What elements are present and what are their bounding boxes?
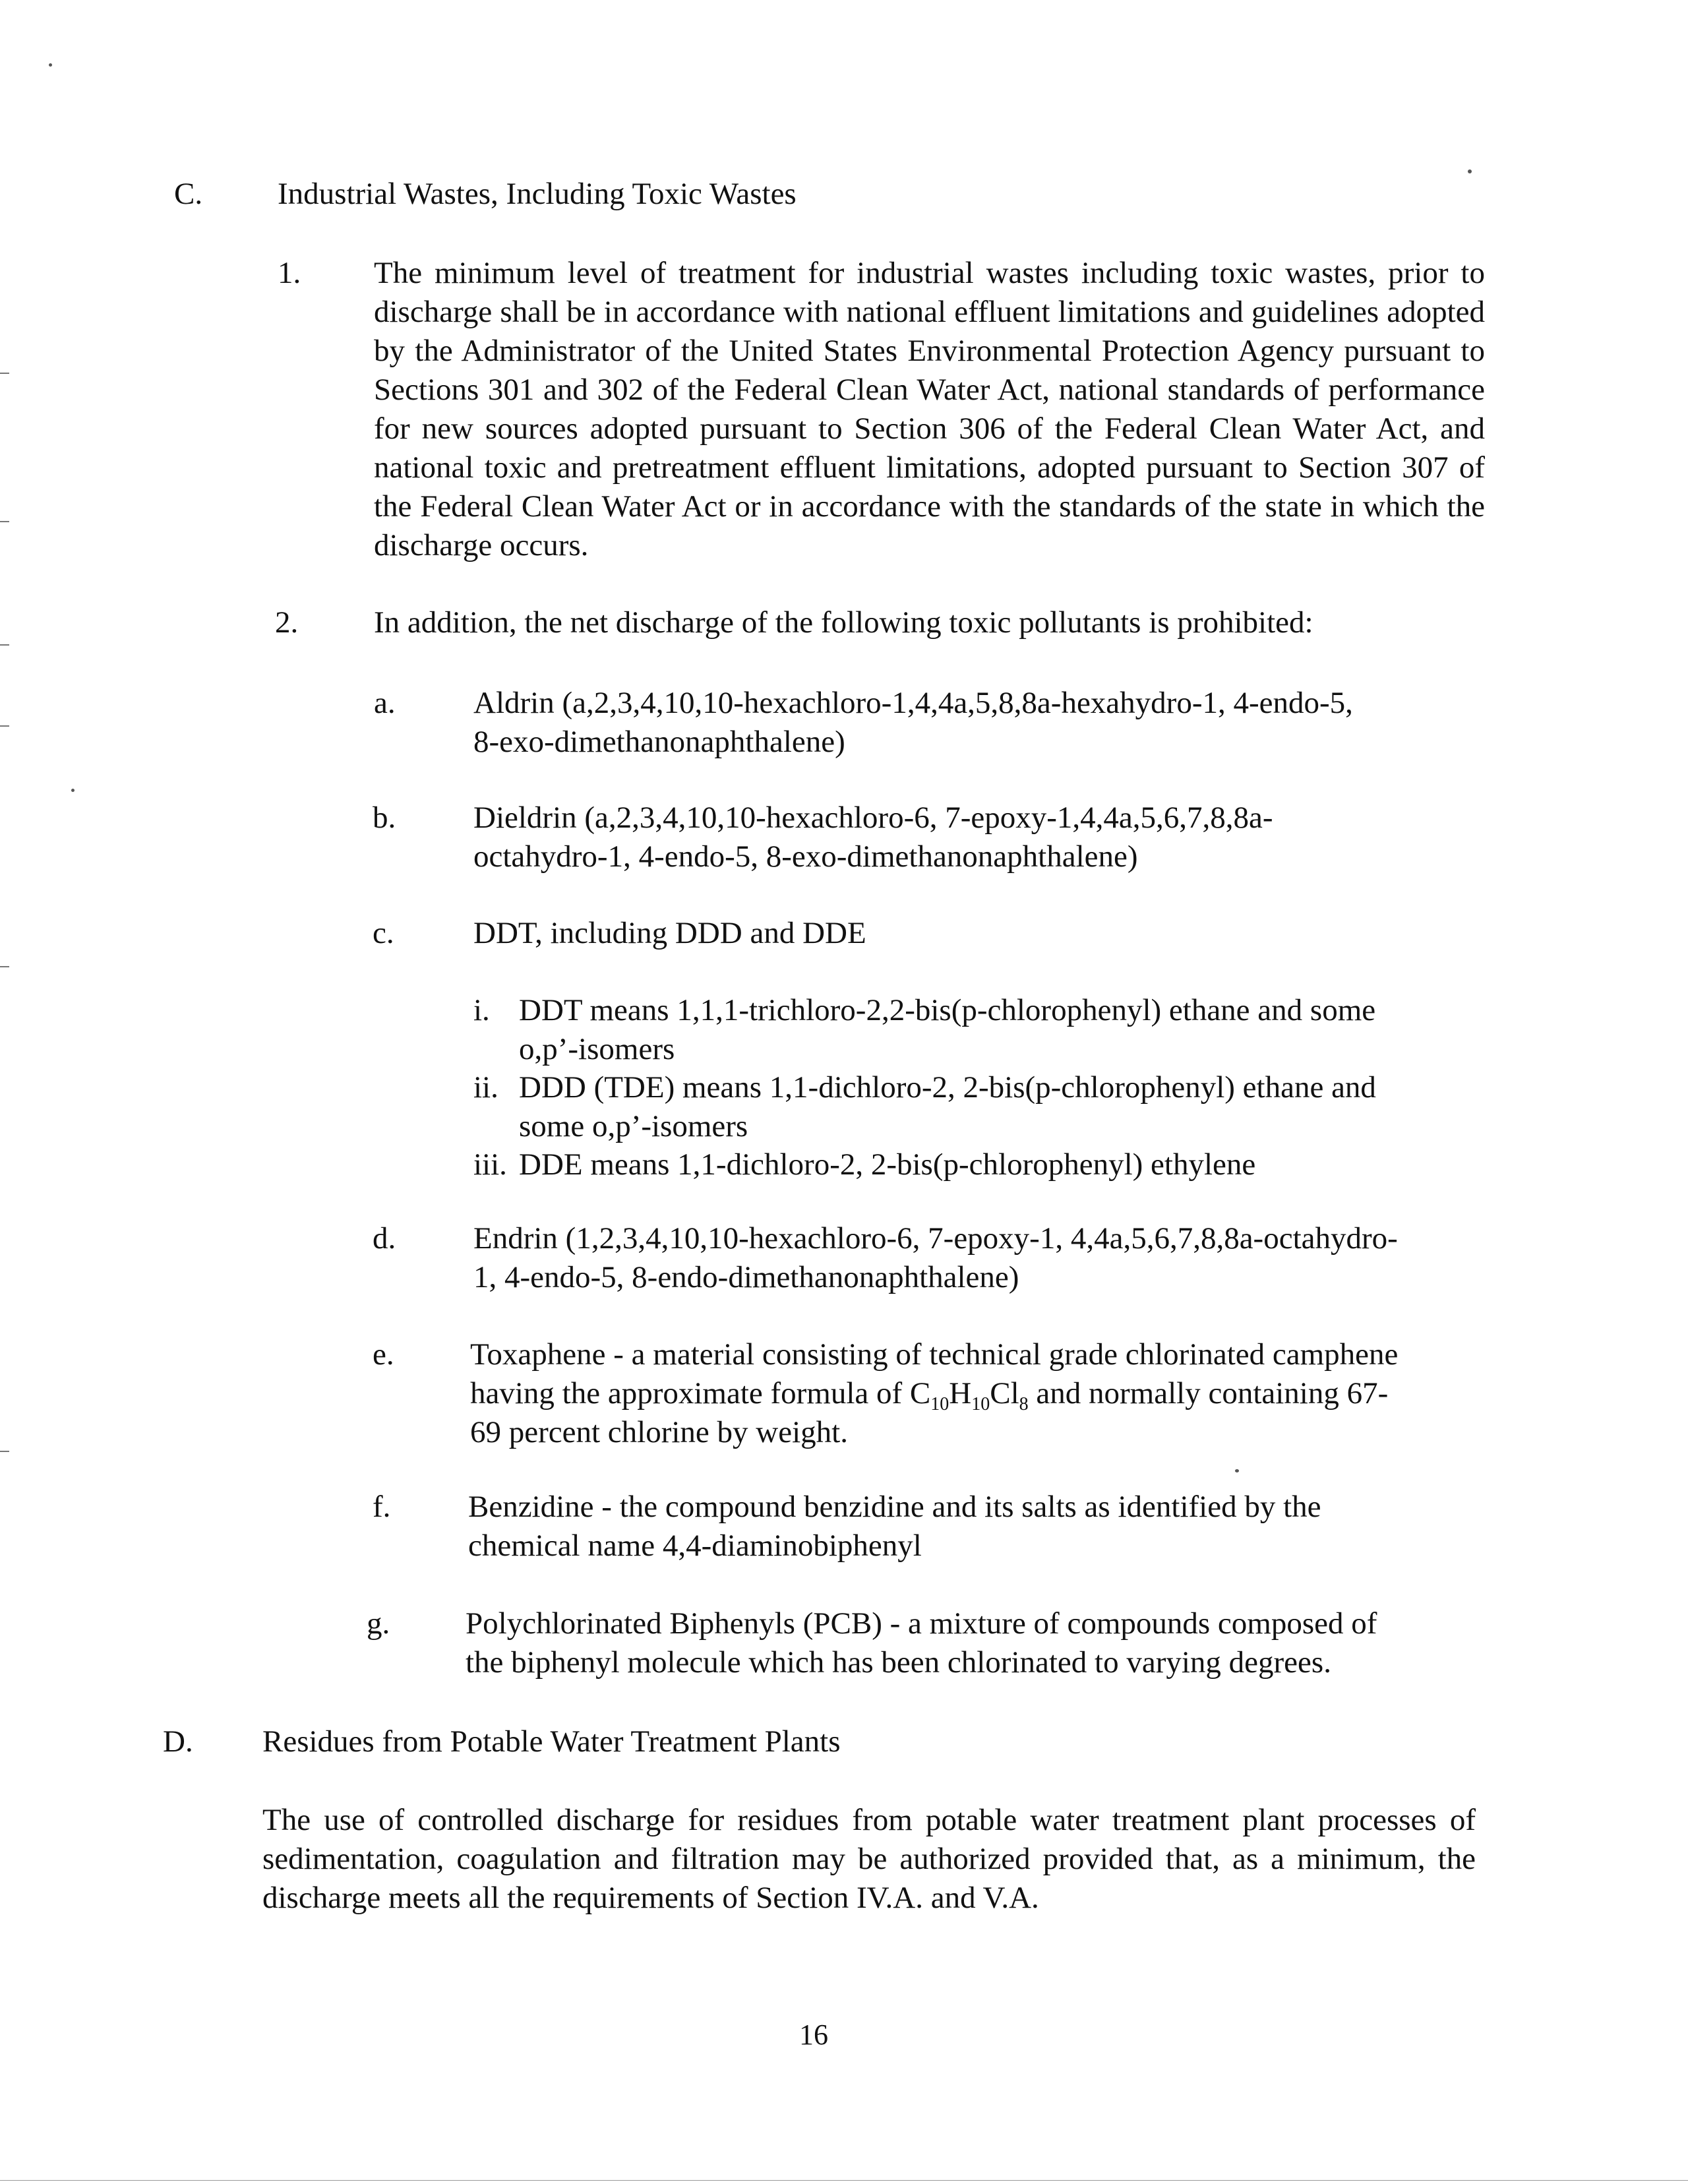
item-e-formula-suffix: and normally containing 67- [1028,1376,1389,1410]
item-f-label: f. [373,1490,391,1524]
item-e-line-1: Toxaphene - a material consisting of technical grade chlorinated camphene [470,1337,1399,1372]
item-d-line-1: Endrin (1,2,3,4,10,10-hexachloro-6, 7-epoxy-1, 4,4a,5,6,7,8,8a-octahydro- [473,1221,1398,1256]
scan-speck [1235,1469,1239,1472]
item-b-line-1: Dieldrin (a,2,3,4,10,10-hexachloro-6, 7-epoxy-1,4,4a,5,6,7,8,8a- [473,801,1273,835]
formula-subscript: 8 [1019,1394,1029,1414]
section-c-letter: C. [174,177,203,211]
item-f-text [468,1488,1321,1565]
item-c-ii-label: ii. [473,1070,498,1105]
item-1-number: 1. [278,256,301,290]
item-e-text [470,1335,1398,1452]
formula-subscript: 10 [971,1394,990,1414]
item-c-i-label: i. [473,993,490,1027]
item-2-paragraph: In addition, the net discharge of the following toxic pollutants is prohibited: [374,605,1313,640]
item-g-text [466,1604,1377,1682]
item-c-ii-text [519,1068,1376,1146]
margin-mark [0,521,9,522]
item-b-label: b. [373,801,396,835]
scan-speck [1468,169,1472,173]
section-d-title: Residues from Potable Water Treatment Plants [262,1724,841,1759]
item-c-iii-label: iii. [473,1147,507,1182]
item-c-label: c. [373,916,394,950]
item-f-line-2: chemical name 4,4-diaminobiphenyl [468,1529,922,1563]
item-c-ii-line-2: some o,p’-isomers [519,1109,748,1143]
item-e-formula-prefix: having the approximate formula of C [470,1376,931,1410]
item-a-label: a. [374,686,396,720]
section-d-letter: D. [163,1724,193,1759]
formula-element: H [949,1376,972,1410]
item-1-paragraph: The minimum level of treatment for industrial wastes including toxic wastes, prior to discharge shall be in accordance with national effluent limitations and guidelines adopted by the Administrator of the United States Environmental Protection Agency pursuant to Sections 301 and 302 of the Federal Clean Water Act, national standards of performance for new sources adopted pursuant to Section 306 of the Federal Clean Water Act, and national toxic and pretreatment effluent limitations, adopted pursuant to Section 307 of the Federal Clean Water Act or in accordance with the standards of the state in which the discharge occurs. [374,256,1485,562]
margin-mark [0,644,9,646]
item-g-line-2: the biphenyl molecule which has been chlorinated to varying degrees. [466,1645,1331,1680]
item-b-line-2: octahydro-1, 4-endo-5, 8-exo-dimethanonaphthalene) [473,839,1138,874]
item-c-iii-text [519,1145,1255,1184]
item-a-line-1: Aldrin (a,2,3,4,10,10-hexachloro-1,4,4a,5,8,8a-hexahydro-1, 4-endo-5, [473,686,1353,720]
item-c-iii-line-1: DDE means 1,1-dichloro-2, 2-bis(p-chlorophenyl) ethylene [519,1147,1256,1182]
item-g-label: g. [367,1606,390,1641]
item-c-i-line-1: DDT means 1,1,1-trichloro-2,2-bis(p-chlorophenyl) ethane and some [519,993,1376,1027]
item-a-text [473,684,1353,762]
item-e-line-2 [470,1374,1398,1413]
formula-subscript: 10 [930,1394,950,1414]
item-a-line-2: 8-exo-dimethanonaphthalene) [473,725,845,759]
margin-mark [0,373,9,374]
item-e-line-3: 69 percent chlorine by weight. [470,1415,848,1449]
item-2-number: 2. [275,605,299,640]
item-f-line-1: Benzidine - the compound benzidine and its salts as identified by the [468,1490,1321,1524]
scan-bottom-edge [0,2180,1688,2181]
item-d-line-2: 1, 4-endo-5, 8-endo-dimethanonaphthalene) [473,1260,1019,1294]
item-g-line-1: Polychlorinated Biphenyls (PCB) - a mixture of compounds composed of [466,1606,1377,1641]
scan-speck [71,789,75,792]
item-c-ii-line-1: DDD (TDE) means 1,1-dichloro-2, 2-bis(p-chlorophenyl) ethane and [519,1070,1376,1105]
margin-mark [0,725,9,727]
section-c-title: Industrial Wastes, Including Toxic Wastes [278,177,797,211]
item-d-text [473,1219,1398,1297]
item-d-label: d. [373,1221,396,1256]
item-b-text [473,799,1273,876]
margin-mark [0,966,9,967]
item-c-i-text [519,991,1375,1069]
section-d-paragraph: The use of controlled discharge for residues from potable water treatment plant processes of sedimentation, coagulation and filtration may be authorized provided that, as a minimum, the discharge meets all the requirements of Section IV.A. and V.A. [262,1803,1476,1915]
scan-speck [49,63,52,67]
margin-mark [0,1451,9,1452]
page-number: 16 [799,2018,828,2051]
item-e-label: e. [373,1337,394,1372]
item-c-text: DDT, including DDD and DDE [473,916,866,950]
formula-element: Cl [990,1376,1019,1410]
item-c-i-line-2: o,p’-isomers [519,1032,675,1066]
